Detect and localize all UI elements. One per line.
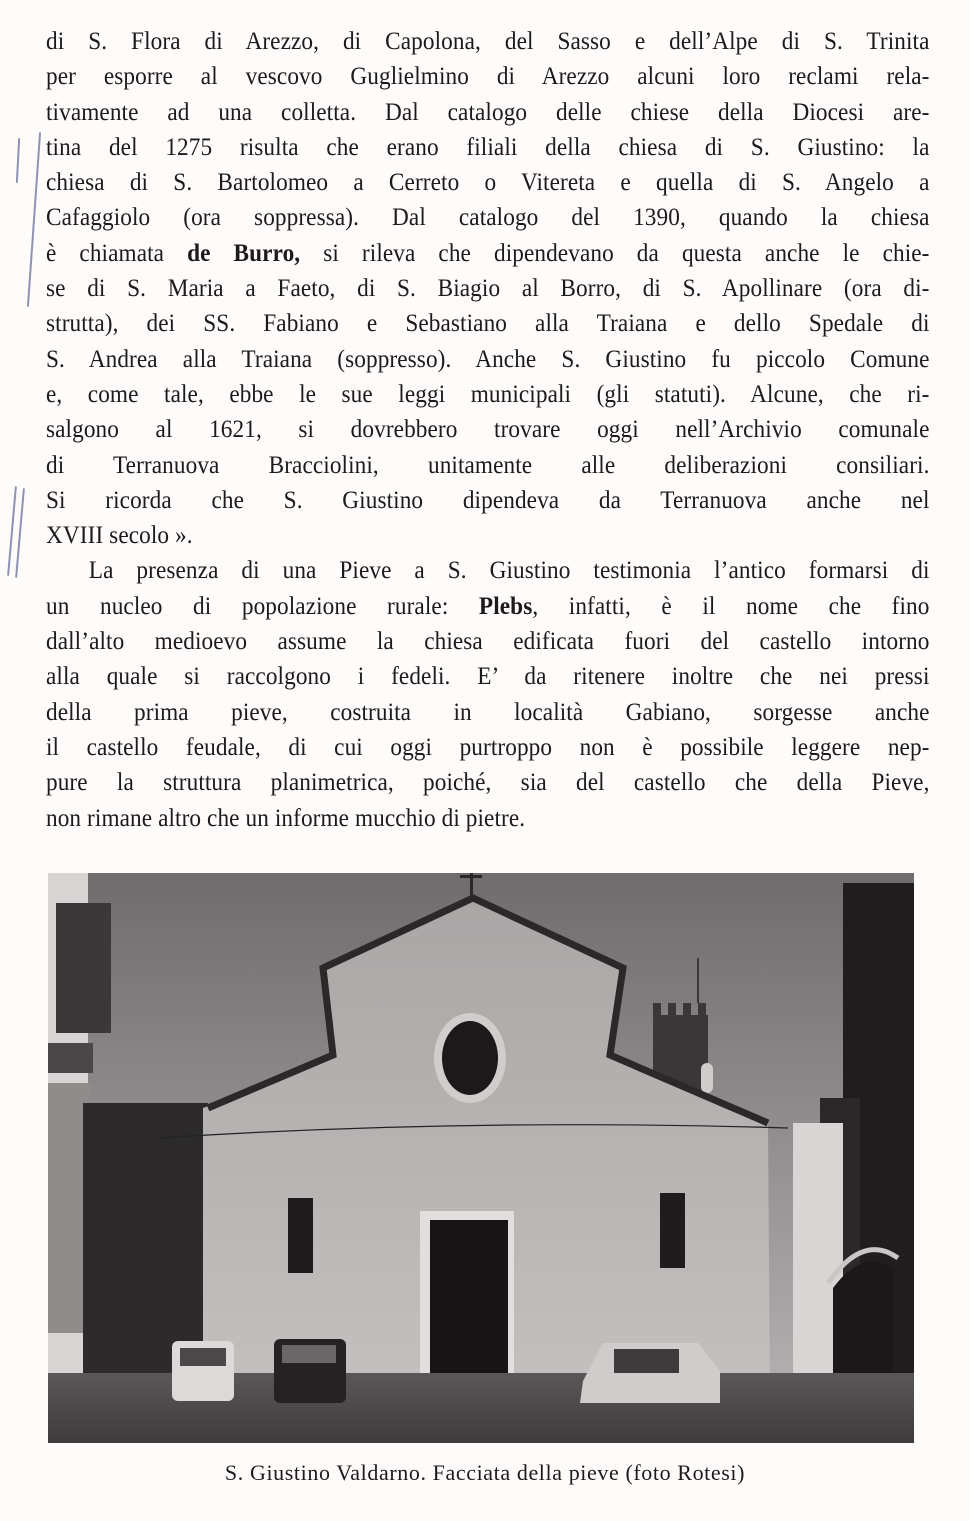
text-run: di Terranuova Bracciolini, unitamente alle deliberazioni consiliari. (46, 451, 930, 479)
text-line (46, 24, 930, 59)
text-line (46, 342, 930, 377)
text-run: se di S. Maria a Faeto, di S. Biagio al Borro, di S. Apollinare (ora di- (46, 275, 930, 303)
pencil-margin-mark (15, 488, 24, 578)
text-line (46, 130, 930, 165)
text-run: tivamente ad una colletta. Dal catalogo delle chiese della Diocesi are- (46, 98, 930, 126)
text-run: di S. Flora di Arezzo, di Capolona, del Sasso e dell’Alpe di S. Trinita (46, 28, 930, 55)
text-line (46, 271, 930, 306)
text-run: strutta), dei SS. Fabiano e Sebastiano alla Traiana e dello Spedale di (46, 310, 930, 338)
pencil-margin-mark (16, 138, 20, 183)
text-run: della prima pieve, costruita in località Gabiano, sorgesse anche (46, 698, 930, 726)
text-run: alla quale si raccolgono i fedeli. E’ da ritenere inoltre che nei pressi (46, 663, 930, 691)
text-line (46, 165, 930, 200)
pencil-margin-mark (27, 132, 41, 307)
text-line (46, 695, 930, 730)
text-line (46, 801, 930, 836)
text-line (46, 624, 930, 659)
text-run: un nucleo di popolazione rurale: (46, 592, 479, 620)
text-run: Si ricorda che S. Giustino dipendeva da Terranuova anche nel (46, 486, 930, 514)
text-line (46, 659, 930, 694)
church-facade-photo (48, 873, 914, 1443)
text-line (46, 553, 930, 588)
text-run: S. Andrea alla Traiana (soppresso). Anche S. Giustino fu piccolo Comune (46, 345, 930, 373)
text-run: tina del 1275 risulta che erano filiali della chiesa di S. Giustino: la (46, 133, 930, 161)
pencil-margin-mark (7, 486, 16, 576)
text-line (46, 518, 930, 553)
text-line (46, 589, 930, 624)
text-line (46, 377, 930, 412)
text-run: per esporre al vescovo Guglielmino di Arezzo alcuni loro reclami rela- (46, 63, 930, 91)
text-line (46, 236, 930, 271)
photo-caption: S. Giustino Valdarno. Facciata della pieve (foto Rotesi) (224, 1460, 746, 1485)
text-run: è chiamata (46, 239, 188, 267)
text-run: chiesa di S. Bartolomeo a Cerreto o Vitereta e quella di S. Angelo a (46, 169, 930, 197)
text-run: salgono al 1621, si dovrebbero trovare oggi nell’Archivio comunale (46, 416, 930, 444)
bold-term: de Burro, (187, 239, 301, 267)
text-line (46, 483, 930, 518)
text-line (46, 200, 930, 235)
text-line (46, 730, 930, 765)
text-run: Cafaggiolo (ora soppressa). Dal catalogo del 1390, quando la chiesa (46, 204, 930, 232)
text-line (46, 412, 930, 447)
text-line (46, 448, 930, 483)
text-run: XVIII secolo ». (46, 522, 193, 550)
paragraph-2 (46, 553, 930, 835)
text-run: il castello feudale, di cui oggi purtroppo non è possibile leggere nep- (46, 733, 930, 761)
text-run: si rileva che dipendevano da questa anche le chie- (300, 239, 930, 267)
text-run: , infatti, è il nome che fino (532, 592, 930, 620)
text-line (46, 306, 930, 341)
paragraph-1 (46, 24, 930, 553)
text-line (46, 59, 930, 94)
text-run: non rimane altro che un informe mucchio di pietre. (46, 804, 526, 832)
text-run: La presenza di una Pieve a S. Giustino testimonia l’antico formarsi di (88, 557, 930, 585)
text-line (46, 95, 930, 130)
text-run: dall’alto medioevo assume la chiesa edificata fuori del castello intorno (46, 628, 930, 656)
body-text (46, 24, 930, 836)
text-line (46, 765, 930, 800)
text-run: pure la struttura planimetrica, poiché, sia del castello che della Pieve, (46, 769, 930, 797)
text-run: e, come tale, ebbe le sue leggi municipali (gli statuti). Alcune, che ri- (46, 380, 930, 408)
bold-term: Plebs (478, 592, 533, 620)
